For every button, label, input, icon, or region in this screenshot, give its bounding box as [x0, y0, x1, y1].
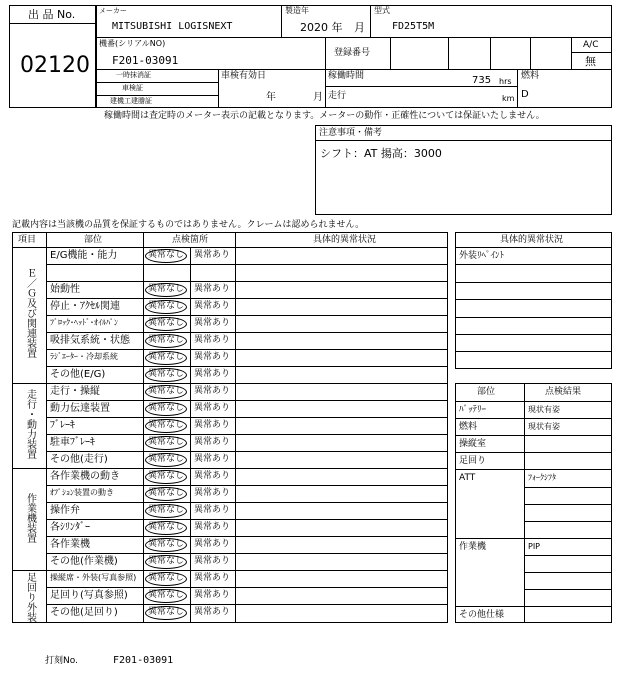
group-title: 走行・動力装置	[24, 388, 36, 459]
ng-option[interactable]: 異常あり	[194, 386, 231, 397]
divider	[96, 95, 218, 96]
result-row-part: ATT	[459, 473, 476, 484]
check-row-part: 操縦席・外装(写真参照)	[50, 573, 137, 583]
ng-option[interactable]: 異常あり	[194, 301, 231, 312]
divider	[12, 468, 448, 469]
ok-option[interactable]: 異常なし	[148, 420, 185, 431]
selected-circle-mark	[145, 538, 187, 552]
check-row-part: ﾌﾞﾛｯｸ･ﾍｯﾄﾞ･ｵｲﾙﾊﾟﾝ	[50, 318, 118, 328]
ng-option[interactable]: 異常あり	[194, 471, 231, 482]
result-col-result: 点検結果	[545, 387, 582, 397]
check-row-part: 操作弁	[50, 505, 80, 517]
inspection-cert-label: 車検証	[122, 84, 143, 92]
selected-circle-mark	[145, 606, 187, 620]
divider	[455, 435, 524, 436]
ok-option[interactable]: 異常なし	[148, 403, 185, 414]
divider	[46, 553, 448, 554]
ng-option[interactable]: 異常あり	[194, 607, 231, 618]
result-col-part: 部位	[477, 387, 496, 397]
col-header-detail: 具体的異常状況	[313, 235, 377, 245]
ng-option[interactable]: 異常あり	[194, 573, 231, 584]
ng-option[interactable]: 異常あり	[194, 403, 231, 414]
divider	[281, 5, 282, 37]
ok-option[interactable]: 異常なし	[148, 573, 185, 584]
serial-value: F201-03091	[112, 54, 179, 67]
divider	[455, 452, 524, 453]
divider	[524, 521, 612, 522]
model-value: FD25T5M	[392, 21, 435, 32]
check-row-part: その他(足回り)	[50, 607, 118, 619]
check-row-part: ﾌﾞﾚｰｷ	[50, 420, 75, 432]
result-row-value: 現状有姿	[528, 422, 560, 432]
divider	[325, 86, 517, 87]
divider	[571, 37, 572, 69]
maker-value: MITSUBISHI LOGISNEXT	[112, 21, 233, 32]
divider	[370, 5, 371, 37]
ac-value: 無	[585, 55, 596, 68]
group-title: Ｅ／Ｇ及び関連装置	[24, 267, 36, 358]
divider	[455, 264, 612, 265]
divider	[530, 37, 531, 69]
check-row-part: 始動性	[50, 284, 80, 296]
hours-value: 735	[472, 75, 492, 86]
divider	[524, 418, 612, 419]
selected-circle-mark	[145, 572, 187, 586]
fuel-value: D	[521, 89, 529, 100]
ok-option[interactable]: 異常なし	[148, 522, 185, 533]
distance-label: 走行	[328, 91, 347, 101]
lot-number-label: 出 品 No.	[28, 8, 76, 21]
selected-circle-mark	[145, 555, 187, 569]
group-title: 作業機装置	[24, 493, 36, 544]
result-row-value: PIP	[528, 541, 541, 551]
divider	[46, 232, 47, 623]
result-row-part: 作業機	[459, 541, 487, 552]
registration-label: 登録番号	[334, 48, 371, 58]
selected-circle-mark	[145, 385, 187, 399]
divider	[455, 282, 612, 283]
selected-circle-mark	[145, 470, 187, 484]
ng-option[interactable]: 異常あり	[194, 522, 231, 533]
selected-circle-mark	[145, 487, 187, 501]
divider	[46, 400, 448, 401]
selected-circle-mark	[145, 283, 187, 297]
ok-option[interactable]: 異常なし	[148, 556, 185, 567]
divider	[46, 451, 448, 452]
hours-notice: 稼働時間は査定時のメーター表示の記載となります。メーターの動作・正確性については保証いたしません。	[104, 111, 545, 121]
ok-option[interactable]: 異常なし	[148, 301, 185, 312]
check-row-part: 足回り(写真参照)	[50, 590, 128, 602]
selected-circle-mark	[145, 453, 187, 467]
divider	[315, 140, 612, 141]
remarks-title: 注意事項・備考	[319, 128, 383, 138]
ok-option[interactable]: 異常なし	[148, 488, 185, 499]
ok-option[interactable]: 異常なし	[148, 284, 185, 295]
divider	[455, 299, 612, 300]
ng-option[interactable]: 異常あり	[194, 250, 231, 260]
check-row-part: E/G機能・能力	[50, 250, 118, 261]
divider	[46, 315, 448, 316]
check-row-part: その他(E/G)	[50, 369, 106, 381]
divider	[524, 504, 612, 505]
col-header-part: 部位	[84, 235, 103, 245]
selected-circle-mark	[145, 521, 187, 535]
divider	[46, 264, 448, 265]
selected-circle-mark	[145, 504, 187, 518]
ok-option[interactable]: 異常なし	[148, 318, 185, 329]
selected-circle-mark	[145, 317, 187, 331]
divider	[524, 452, 612, 453]
month-label: 月	[354, 21, 365, 34]
ng-option[interactable]: 異常あり	[194, 369, 231, 380]
check-row-part: 停止・ｱｸｾﾙ関連	[50, 301, 120, 313]
result-row-value: 現状有姿	[528, 405, 560, 414]
result-row-part: 足回り	[459, 456, 487, 467]
ng-option[interactable]: 異常あり	[194, 437, 231, 448]
check-row-part: その他(作業機)	[50, 556, 118, 568]
divider	[524, 572, 612, 573]
divider	[143, 232, 144, 623]
year-value: 2020 年	[300, 21, 343, 34]
selected-circle-mark	[145, 589, 187, 603]
check-row-part: 各作業機の動き	[50, 471, 120, 483]
check-row-part: ﾗｼﾞｴｰﾀｰ・冷却系統	[50, 352, 118, 362]
ng-option[interactable]: 異常あり	[194, 454, 231, 465]
ng-option[interactable]: 異常あり	[194, 539, 231, 550]
fuel-label: 燃料	[521, 71, 540, 81]
divider	[455, 351, 612, 352]
quality-notice: 記載内容は当該機の品質を保証するものではありません。クレームは認められません。	[12, 220, 365, 230]
divider	[571, 52, 612, 53]
ok-option[interactable]: 異常なし	[148, 352, 185, 363]
divider	[46, 349, 448, 350]
divider	[524, 538, 612, 539]
divider	[46, 519, 448, 520]
group-title: 足回り外装	[24, 572, 36, 623]
ng-option[interactable]: 異常あり	[194, 505, 231, 516]
check-row-part: 動力伝達装置	[50, 403, 110, 415]
ok-option[interactable]: 異常なし	[148, 386, 185, 397]
ng-option[interactable]: 異常あり	[194, 284, 231, 295]
divider	[448, 37, 449, 69]
stamp-label: 打刻No.	[45, 656, 78, 666]
check-row-part: ｵﾌﾟｼｮﾝ装置の動き	[50, 488, 114, 498]
divider	[46, 604, 448, 605]
divider	[12, 247, 448, 248]
check-row-part: その他(走行)	[50, 454, 108, 466]
ok-option[interactable]: 異常なし	[148, 607, 185, 618]
distance-unit: km	[502, 94, 515, 103]
divider	[46, 434, 448, 435]
ng-option[interactable]: 異常あり	[194, 488, 231, 499]
ng-option[interactable]: 異常あり	[194, 420, 231, 431]
result-row-part: 燃料	[459, 422, 478, 433]
result-row-part: その他仕様	[459, 610, 505, 621]
divider	[46, 366, 448, 367]
ng-option[interactable]: 異常あり	[194, 335, 231, 346]
selected-circle-mark	[145, 436, 187, 450]
divider	[96, 82, 218, 83]
divider	[218, 69, 219, 108]
divider	[524, 487, 612, 488]
check-row-part: 各作業機	[50, 539, 90, 551]
model-label: 型式	[374, 6, 390, 15]
divider	[524, 555, 612, 556]
divider	[46, 587, 448, 588]
ng-option[interactable]: 異常あり	[194, 352, 231, 363]
ng-option[interactable]: 異常あり	[194, 318, 231, 329]
divider	[96, 37, 612, 38]
selected-circle-mark	[145, 249, 187, 263]
ok-option[interactable]: 異常なし	[148, 369, 185, 380]
expiry-year: 年	[266, 92, 276, 103]
divider	[455, 418, 524, 419]
col-header-check: 点検箇所	[172, 235, 209, 245]
serial-label: 機番(シリアルNO)	[99, 39, 166, 48]
divider	[46, 485, 448, 486]
divider	[524, 606, 612, 607]
selected-circle-mark	[145, 334, 187, 348]
divider	[455, 334, 612, 335]
divider	[455, 606, 524, 607]
result-row-value: ﾌｫｰｸｼﾌﾀ	[528, 473, 556, 483]
hours-unit: hrs	[499, 77, 512, 86]
lot-number: 02120	[20, 53, 90, 78]
ok-option[interactable]: 異常なし	[148, 471, 185, 482]
col-header-item: 項目	[18, 235, 37, 245]
detail-row: 外装ﾘﾍﾟｲﾝﾄ	[459, 251, 505, 261]
divider	[455, 538, 524, 539]
divider	[490, 37, 491, 69]
ok-option[interactable]: 異常なし	[148, 539, 185, 550]
divider	[46, 502, 448, 503]
stamp-value: F201-03091	[113, 655, 174, 666]
divider	[12, 383, 448, 384]
divider	[517, 69, 518, 108]
ok-option[interactable]: 異常なし	[148, 590, 185, 601]
check-row-part: 吸排気系統・状態	[50, 335, 130, 347]
selected-circle-mark	[145, 419, 187, 433]
divider	[235, 232, 236, 623]
divider	[96, 69, 612, 70]
selected-circle-mark	[145, 368, 187, 382]
hours-label: 稼働時間	[328, 71, 365, 81]
divider	[455, 317, 612, 318]
selected-circle-mark	[145, 351, 187, 365]
divider	[524, 589, 612, 590]
remarks-box	[315, 125, 612, 215]
check-row-part: 駐車ﾌﾞﾚｰｷ	[50, 437, 95, 449]
ok-option[interactable]: 異常なし	[148, 437, 185, 448]
divider	[46, 536, 448, 537]
maker-label: メーカー	[99, 7, 127, 15]
selected-circle-mark	[145, 300, 187, 314]
ng-option[interactable]: 異常あり	[194, 590, 231, 601]
check-row-part: 走行・操縦	[50, 386, 100, 398]
ng-option[interactable]: 異常あり	[194, 556, 231, 567]
divider	[455, 401, 612, 402]
ok-option[interactable]: 異常なし	[148, 454, 185, 465]
divider	[524, 469, 612, 470]
license-cert-label: 建機工建謄証	[110, 97, 152, 105]
divider	[46, 417, 448, 418]
ac-label: A/C	[583, 40, 599, 50]
divider	[455, 469, 524, 470]
expiry-label: 車検有効日	[221, 71, 267, 81]
divider	[390, 37, 391, 69]
ok-option[interactable]: 異常なし	[148, 335, 185, 346]
divider	[325, 37, 326, 108]
divider	[9, 23, 96, 24]
detail-table-title: 具体的異常状況	[500, 235, 564, 245]
year-label: 製造年	[285, 6, 309, 15]
selected-circle-mark	[145, 402, 187, 416]
divider	[46, 298, 448, 299]
divider	[524, 435, 612, 436]
temp-cancel-cert-label: 一時抹消証	[116, 71, 151, 79]
remarks-body: シフト：AT 揚高：3000	[320, 147, 442, 160]
divider	[46, 281, 448, 282]
expiry-month: 月	[313, 92, 323, 103]
result-row-part: 操縦室	[459, 439, 487, 450]
divider	[46, 332, 448, 333]
divider	[12, 570, 448, 571]
check-row-part: 各ｼﾘﾝﾀﾞｰ	[50, 522, 90, 534]
divider	[455, 247, 612, 248]
ok-option[interactable]: 異常なし	[148, 250, 185, 260]
result-row-part: ﾊﾞｯﾃﾘｰ	[459, 405, 487, 415]
ok-option[interactable]: 異常なし	[148, 505, 185, 516]
